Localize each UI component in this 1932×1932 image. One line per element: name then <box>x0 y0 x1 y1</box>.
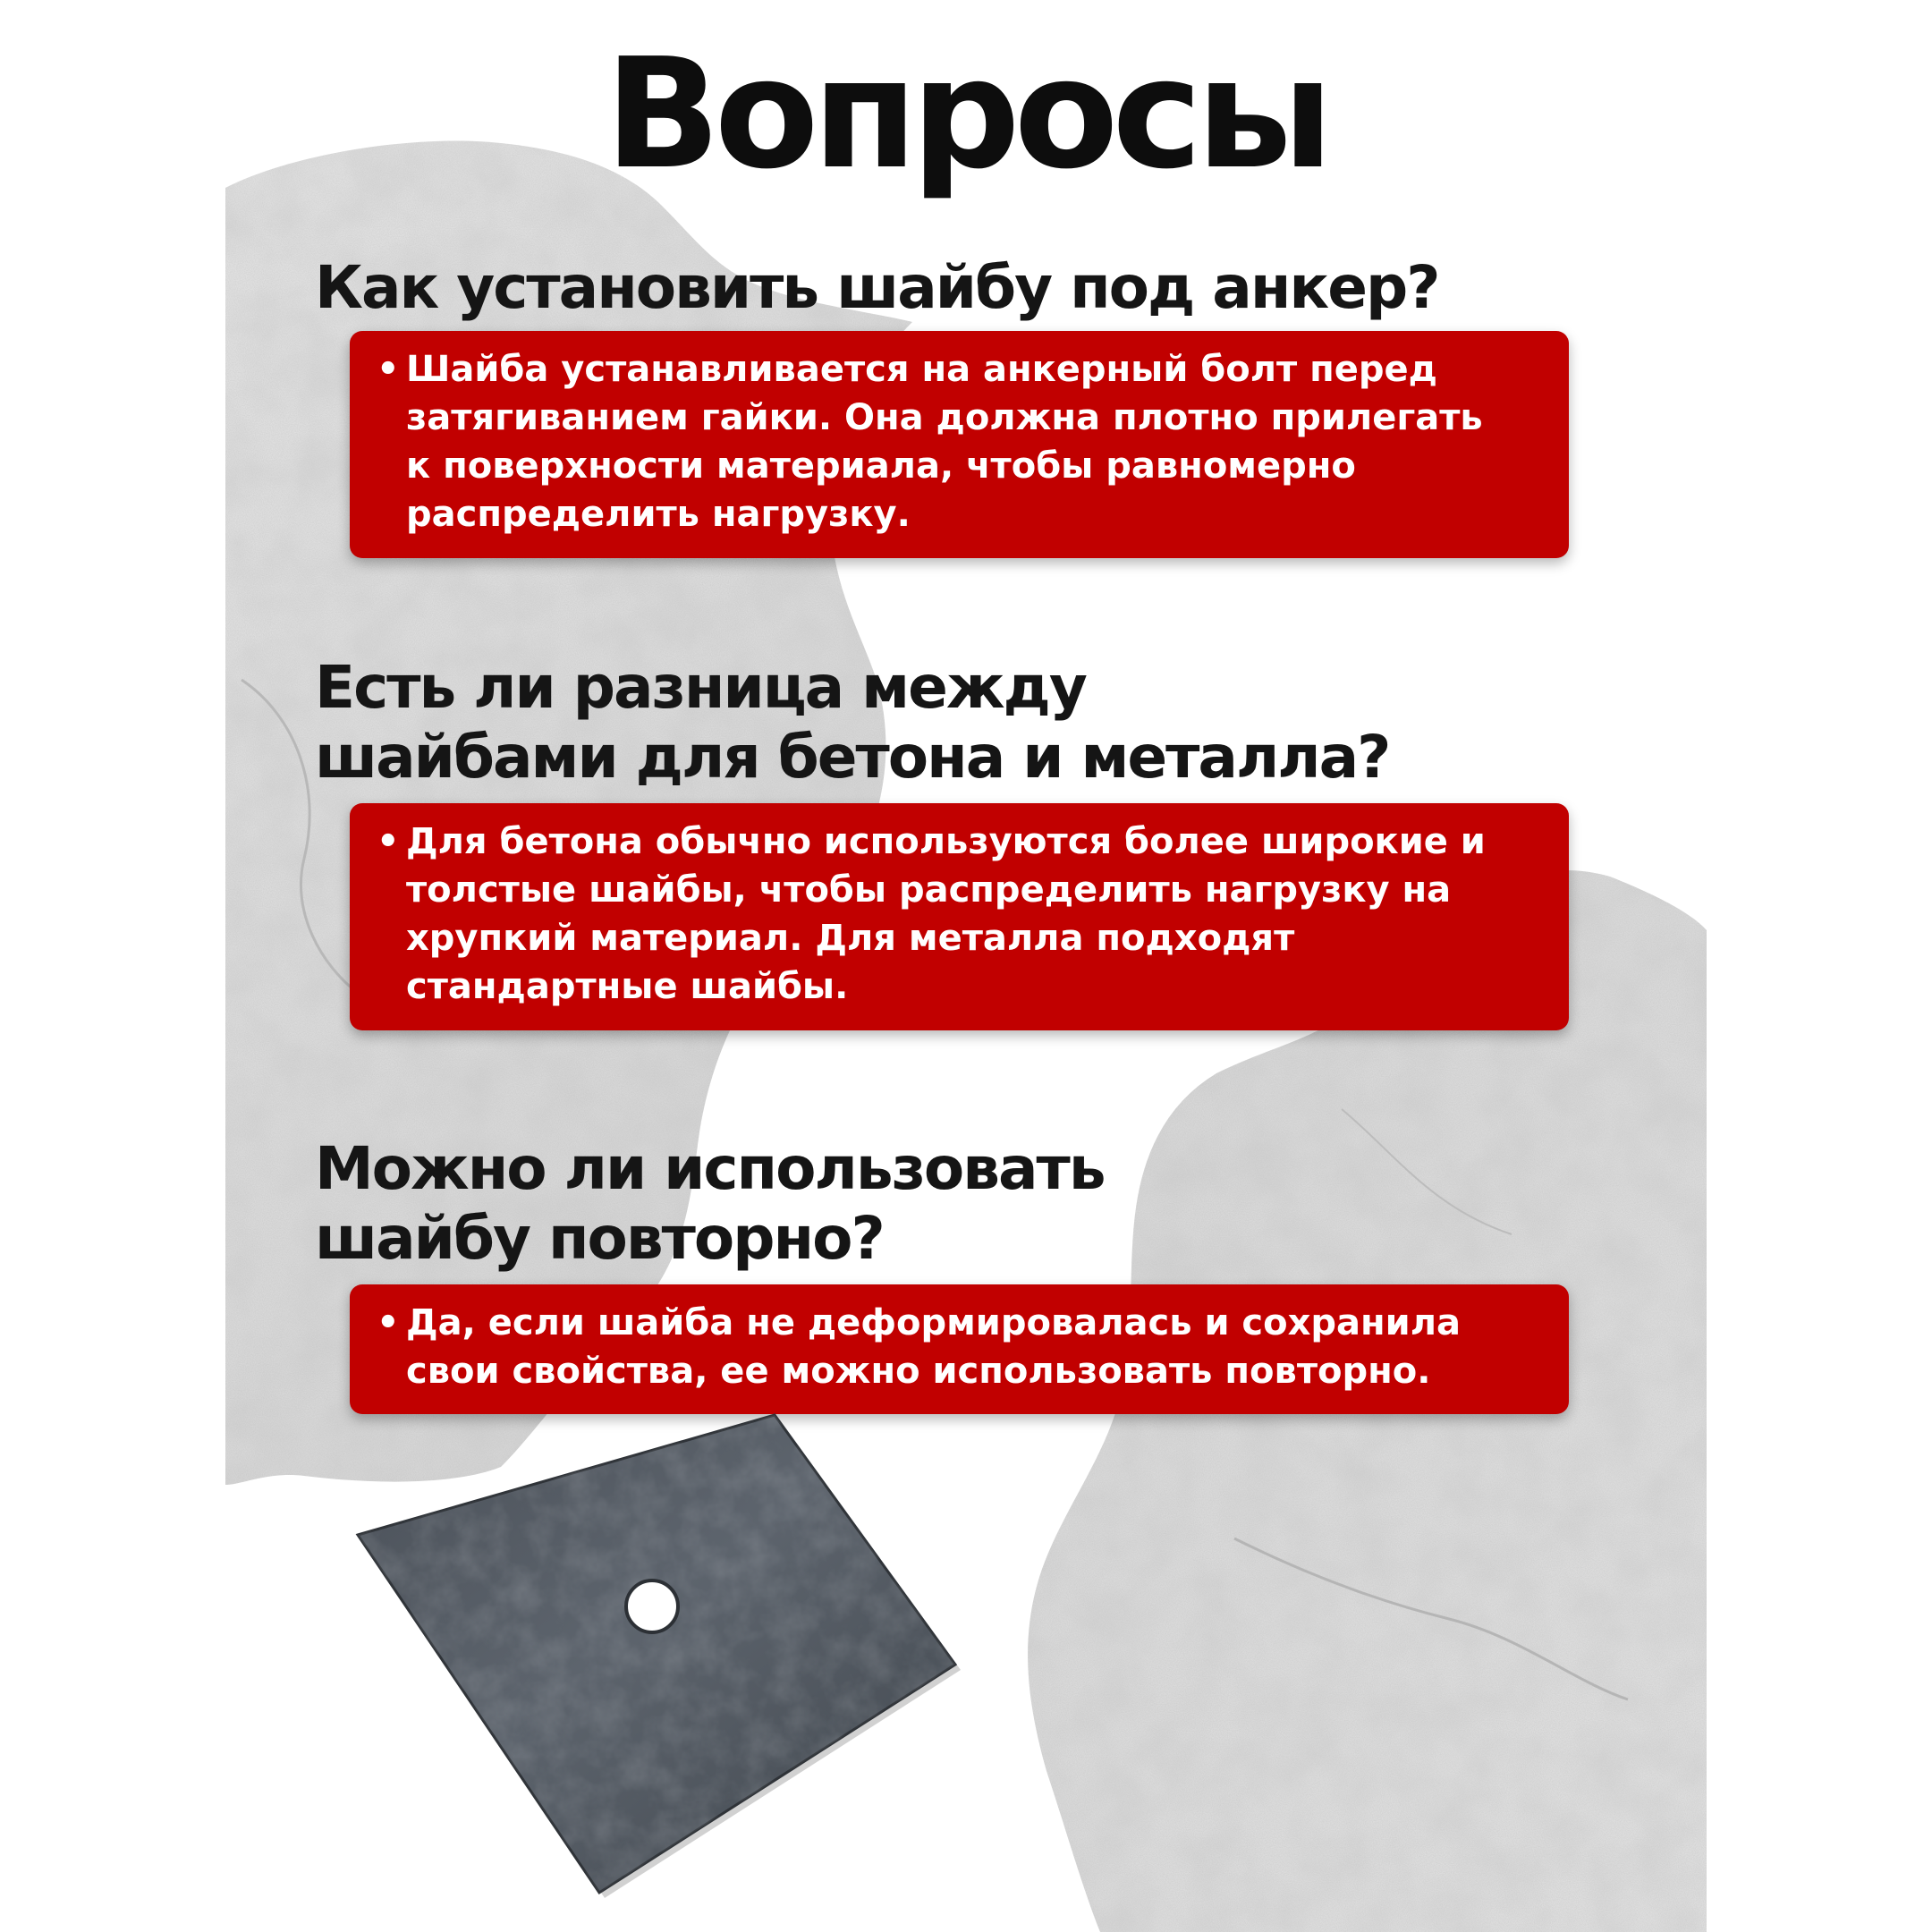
question-1-line-1: Как установить шайбу под анкер? <box>315 253 1439 322</box>
answer-1-line-4: распределить нагрузку. <box>406 494 911 535</box>
answer-1-line-2: затягиванием гайки. Она должна плотно прилегать <box>406 397 1483 438</box>
answer-3-line-2: свои свойства, ее можно использовать повторно. <box>406 1351 1431 1392</box>
answer-1-line-1: Шайба устанавливается на анкерный болт перед <box>406 349 1437 390</box>
question-3-line-1: Можно ли использовать <box>315 1134 1105 1203</box>
bullet-dot-icon: • <box>377 349 400 390</box>
question-2-line-2: шайбами для бетона и металла? <box>315 723 1390 792</box>
answer-2-line-4: стандартные шайбы. <box>406 966 849 1007</box>
answer-2-line-2: толстые шайбы, чтобы распределить нагрузку на <box>406 869 1452 911</box>
question-3-line-2: шайбу повторно? <box>315 1204 884 1273</box>
washer-hole <box>626 1580 678 1632</box>
answer-3-line-1: Да, если шайба не деформировалась и сохранила <box>406 1302 1461 1343</box>
bullet-dot-icon: • <box>377 1302 400 1343</box>
bullet-dot-icon: • <box>377 821 400 862</box>
page-title: Вопросы <box>605 26 1327 203</box>
answer-2-line-3: хрупкий материал. Для металла подходят <box>406 918 1295 959</box>
answer-1-line-3: к поверхности материала, чтобы равномерно <box>406 445 1356 487</box>
question-2-line-1: Есть ли разница между <box>315 653 1086 722</box>
answer-2-line-1: Для бетона обычно используются более широкие и <box>406 821 1486 862</box>
